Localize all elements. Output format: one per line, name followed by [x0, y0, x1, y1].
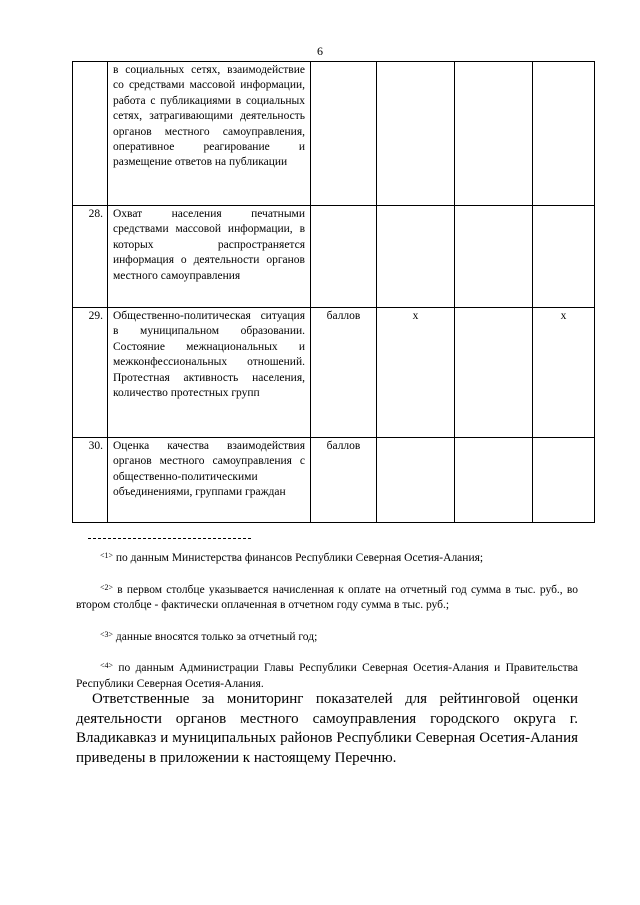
closing-paragraph — [76, 690, 578, 768]
closing-text: Ответственные за мониторинг показателей для рейтинговой оценки деятельности органов местного самоуправления городского округа г. Владикавказ и муниципальных районов Республики Северная Осетия-Алания приведены в приложении к настоящему Перечню. — [76, 691, 578, 766]
unit-cell: баллов — [311, 438, 377, 523]
footnote-mark: <1> — [100, 551, 114, 560]
value-cell-2 — [455, 206, 533, 308]
indicator-name: в социальных сетях, взаимодействие со средствами массовой информации, работа с публикациями в социальных сетях, затрагивающими деятельность органов местного самоуправления, оперативное реагирование и размещение ответов на публикации — [108, 62, 311, 206]
indicator-name: Охват населения печатными средствами массовой информации, в которых распространяется информация о деятельности органов местного самоуправления — [108, 206, 311, 308]
value-cell-2 — [455, 308, 533, 438]
unit-cell — [311, 206, 377, 308]
footnote-text: в первом столбце указывается начисленная к оплате на отчетный год сумма в тыс. руб., во втором столбце - фактически оплаченная в отчетном году сумма в тыс. руб.; — [76, 583, 578, 612]
indicator-name: Общественно-политическая ситуация в муниципальном образовании. Состояние межнациональных и межконфессиональных отношений. Протестная активность населения, количество протестных групп — [108, 308, 311, 438]
row-number: 29. — [73, 308, 108, 438]
indicators-table — [72, 61, 595, 523]
value-cell-1: x — [377, 308, 455, 438]
table-row — [73, 62, 595, 206]
unit-cell: баллов — [311, 308, 377, 438]
value-cell-3: x — [533, 308, 595, 438]
value-cell-1 — [377, 206, 455, 308]
footnote-4 — [76, 658, 578, 692]
value-cell-2 — [455, 438, 533, 523]
value-cell-1 — [377, 62, 455, 206]
footnote-text: по данным Администрации Главы Республики Северная Осетия-Алания и Правительства Республики Северная Осетия-Алания. — [76, 662, 578, 690]
unit-cell — [311, 62, 377, 206]
footnote-1 — [76, 548, 578, 567]
value-cell-2 — [455, 62, 533, 206]
footnotes — [76, 538, 578, 706]
footnote-text: по данным Министерства финансов Республики Северная Осетия-Алания; — [113, 552, 484, 564]
footnote-mark: <2> — [100, 582, 114, 592]
footnote-mark: <3> — [100, 629, 114, 639]
footnote-separator — [88, 538, 251, 539]
table-row — [73, 308, 595, 438]
table-row — [73, 206, 595, 308]
value-cell-3 — [533, 62, 595, 206]
row-number: 28. — [73, 206, 108, 308]
footnote-mark: <4> — [100, 661, 114, 671]
table-row — [73, 438, 595, 523]
value-cell-3 — [533, 206, 595, 308]
footnote-3 — [76, 627, 578, 646]
value-cell-3 — [533, 438, 595, 523]
page-number: 6 — [317, 44, 323, 58]
footnote-2 — [76, 580, 578, 614]
indicator-name: Оценка качества взаимодействия органов местного самоуправления с общественно-политическими объединениями, группами граждан — [108, 438, 311, 523]
row-number — [73, 62, 108, 206]
value-cell-1 — [377, 438, 455, 523]
footnote-text: данные вносятся только за отчетный год; — [113, 630, 318, 643]
row-number: 30. — [73, 438, 108, 523]
